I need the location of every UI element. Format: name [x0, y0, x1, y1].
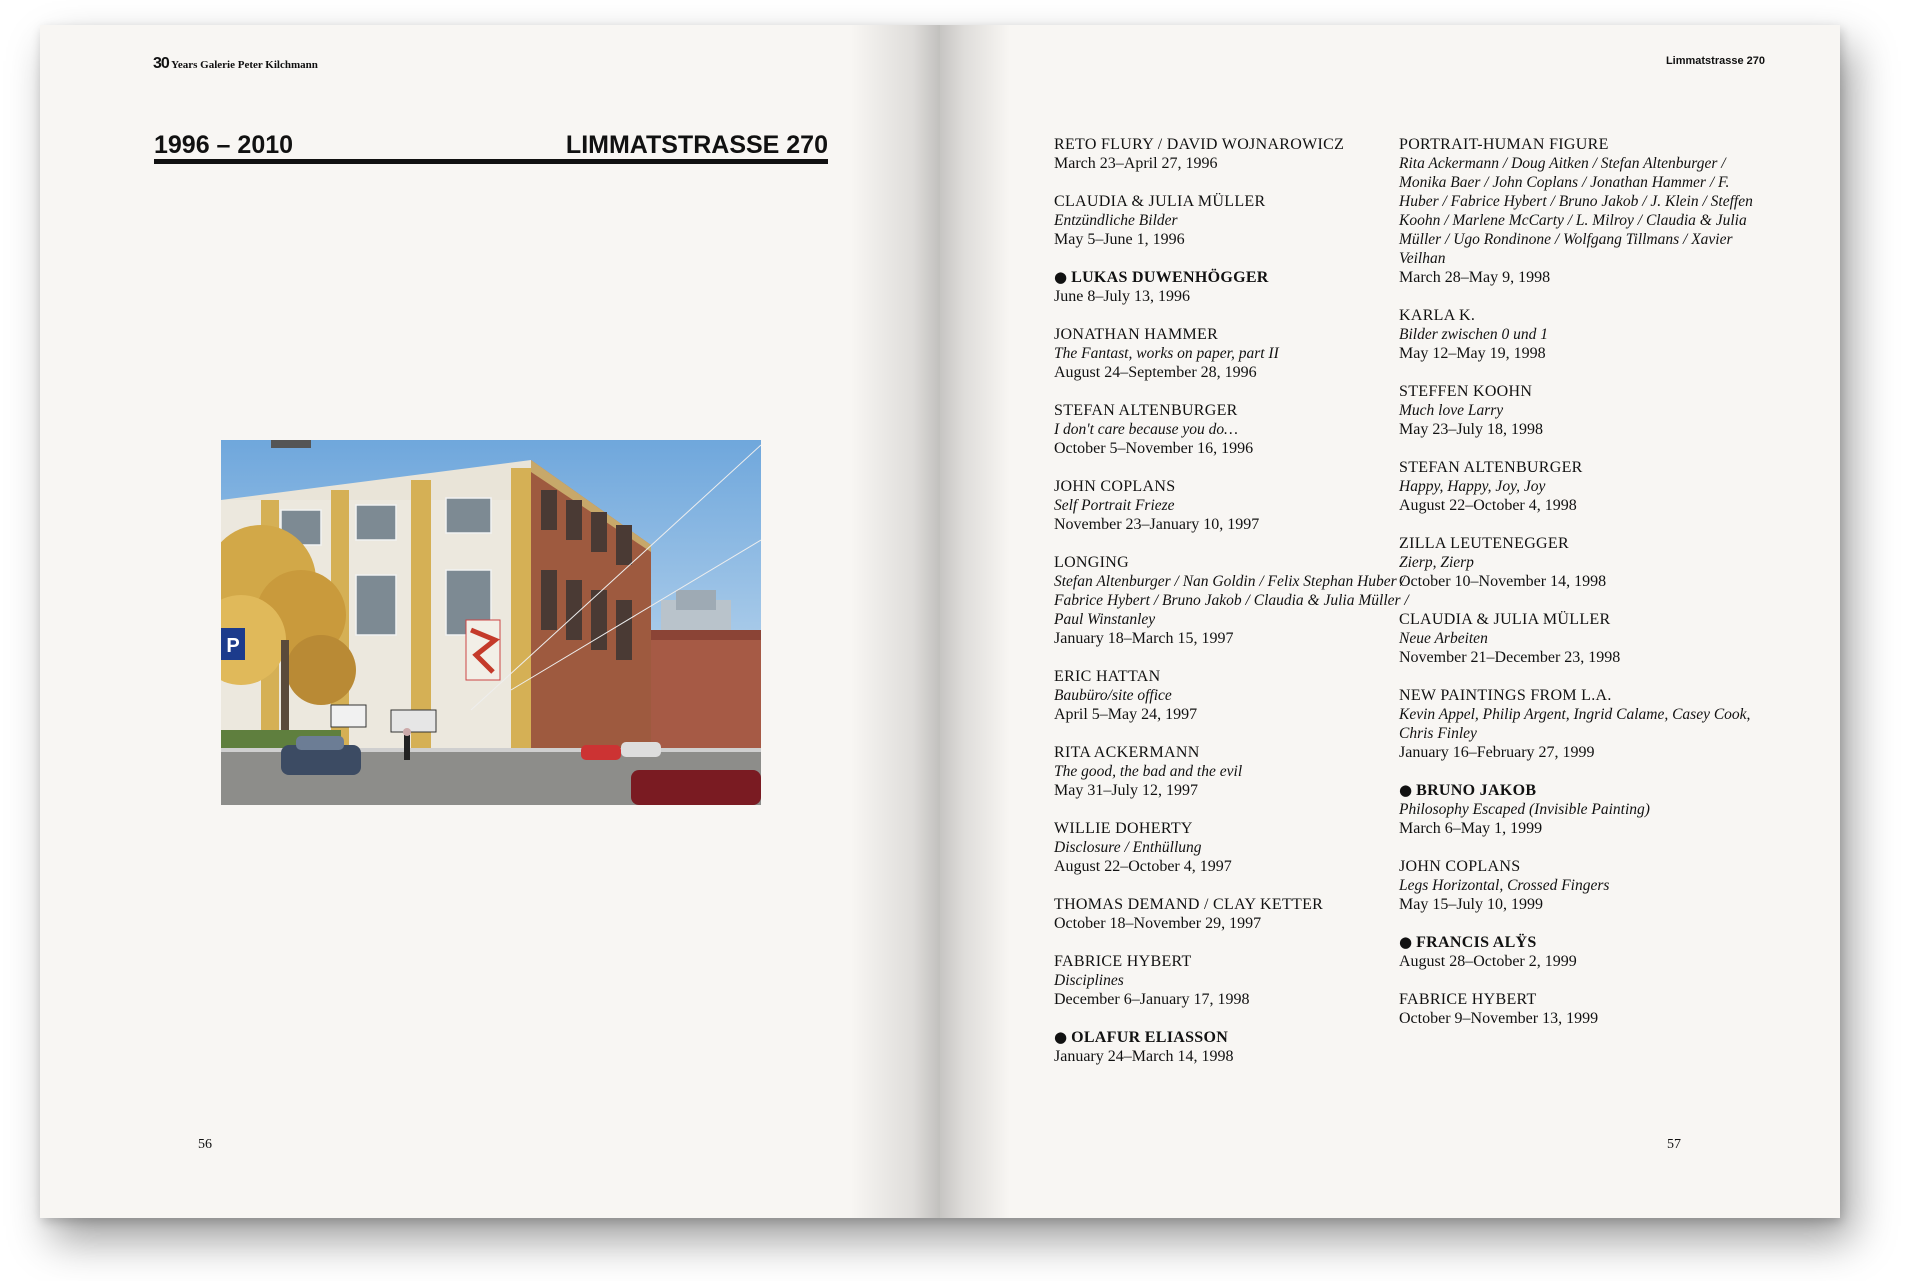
exhibition-dates: May 15–July 10, 1999 [1399, 896, 1543, 913]
exhibition-dates: October 10–November 14, 1998 [1399, 573, 1607, 590]
section-title-address: LIMMATSTRASSE 270 [565, 131, 828, 159]
gutter-shadow-right [940, 25, 1010, 1218]
exhibition-entry [1399, 610, 1754, 667]
exhibition-dates: August 22–October 4, 1997 [1054, 858, 1232, 875]
running-head-text: Years Galerie Peter Kilchmann [171, 59, 318, 71]
exhibition-dates: August 22–October 4, 1998 [1399, 497, 1577, 514]
exhibition-title: NEW PAINTINGS FROM L.A. [1399, 687, 1612, 704]
highlight-bullet-icon: ● [1054, 268, 1068, 286]
exhibition-title: WILLIE DOHERTY [1054, 820, 1193, 837]
exhibition-subtitle: Philosophy Escaped (Invisible Painting) [1399, 801, 1650, 818]
exhibition-entry [1399, 382, 1754, 439]
exhibition-column-2 [1399, 135, 1754, 1047]
exhibition-entry [1054, 268, 1409, 306]
exhibition-dates: October 18–November 29, 1997 [1054, 915, 1262, 932]
exhibition-column-1 [1054, 135, 1409, 1085]
exhibition-entry [1399, 933, 1754, 971]
exhibition-title: RITA ACKERMANN [1054, 744, 1200, 761]
exhibition-entry [1054, 952, 1409, 1009]
exhibition-entry [1054, 667, 1409, 724]
exhibition-title: THOMAS DEMAND / CLAY KETTER [1054, 896, 1324, 913]
exhibition-dates: August 28–October 2, 1999 [1399, 953, 1577, 970]
exhibition-entry [1054, 895, 1409, 933]
gallery-building-photo [221, 440, 761, 805]
exhibition-subtitle: Entzündliche Bilder [1054, 212, 1178, 229]
highlight-bullet-icon: ● [1399, 933, 1413, 951]
exhibition-subtitle: Neue Arbeiten [1399, 630, 1488, 647]
exhibition-title: ZILLA LEUTENEGGER [1399, 535, 1569, 552]
exhibition-title: STEFAN ALTENBURGER [1399, 459, 1583, 476]
exhibition-entry [1054, 1028, 1409, 1066]
exhibition-entry [1399, 534, 1754, 591]
highlight-bullet-icon: ● [1399, 781, 1413, 799]
exhibition-title: OLAFUR ELIASSON [1071, 1029, 1229, 1046]
exhibition-title: JONATHAN HAMMER [1054, 326, 1219, 343]
exhibition-subtitle: Kevin Appel, Philip Argent, Ingrid Calame, Casey Cook, Chris Finley [1399, 706, 1751, 742]
exhibition-dates: November 23–January 10, 1997 [1054, 516, 1260, 533]
running-head-right: Limmatstrasse 270 [1665, 55, 1765, 67]
exhibition-dates: May 23–July 18, 1998 [1399, 421, 1543, 438]
exhibition-title: CLAUDIA & JULIA MÜLLER [1054, 193, 1266, 210]
exhibition-dates: May 5–June 1, 1996 [1054, 231, 1185, 248]
exhibition-title: PORTRAIT-HUMAN FIGURE [1399, 136, 1609, 153]
exhibition-dates: June 8–July 13, 1996 [1054, 288, 1190, 305]
exhibition-dates: March 23–April 27, 1996 [1054, 155, 1218, 172]
running-head-left [153, 55, 318, 73]
exhibition-title: ERIC HATTAN [1054, 668, 1161, 685]
exhibition-dates: January 24–March 14, 1998 [1054, 1048, 1234, 1065]
exhibition-title: STEFFEN KOOHN [1399, 383, 1533, 400]
exhibition-subtitle: Legs Horizontal, Crossed Fingers [1399, 877, 1610, 894]
exhibition-title: RETO FLURY / DAVID WOJNAROWICZ [1054, 136, 1345, 153]
exhibition-entry [1399, 686, 1754, 762]
exhibition-entry [1054, 819, 1409, 876]
exhibition-subtitle: Much love Larry [1399, 402, 1504, 419]
exhibition-entry [1054, 325, 1409, 382]
photo-illustration [221, 440, 761, 805]
exhibition-subtitle: Baubüro/site office [1054, 687, 1172, 704]
exhibition-title: FRANCIS ALŸS [1416, 934, 1537, 951]
left-page [40, 25, 940, 1218]
section-title-years: 1996 – 2010 [154, 131, 294, 159]
exhibition-title: CLAUDIA & JULIA MÜLLER [1399, 611, 1611, 628]
exhibition-entry [1399, 135, 1754, 287]
exhibition-subtitle: Disclosure / Enthüllung [1054, 839, 1202, 856]
exhibition-entry [1399, 990, 1754, 1028]
exhibition-entry [1399, 781, 1754, 838]
right-page [940, 25, 1840, 1218]
exhibition-entry [1054, 401, 1409, 458]
page-number-right: 57 [1667, 1137, 1681, 1152]
exhibition-subtitle: Zierp, Zierp [1399, 554, 1474, 571]
exhibition-entry [1399, 857, 1754, 914]
exhibition-entry [1054, 477, 1409, 534]
exhibition-subtitle: The good, the bad and the evil [1054, 763, 1243, 780]
exhibition-entry [1399, 306, 1754, 363]
exhibition-dates: May 31–July 12, 1997 [1054, 782, 1198, 799]
exhibition-dates: August 24–September 28, 1996 [1054, 364, 1257, 381]
exhibition-title: JOHN COPLANS [1054, 478, 1176, 495]
exhibition-subtitle: Stefan Altenburger / Nan Goldin / Felix Stephan Huber / Fabrice Hybert / Bruno Jakob / Claudia & Julia Müller / Paul Winstanley [1054, 573, 1409, 628]
exhibition-entry [1054, 192, 1409, 249]
exhibition-title: FABRICE HYBERT [1399, 991, 1537, 1008]
exhibition-dates: December 6–January 17, 1998 [1054, 991, 1250, 1008]
exhibition-subtitle: I don't care because you do… [1054, 421, 1238, 438]
highlight-bullet-icon: ● [1054, 1028, 1068, 1046]
exhibition-dates: November 21–December 23, 1998 [1399, 649, 1621, 666]
exhibition-title: STEFAN ALTENBURGER [1054, 402, 1238, 419]
exhibition-title: KARLA K. [1399, 307, 1476, 324]
exhibition-title: LUKAS DUWENHÖGGER [1071, 269, 1269, 286]
exhibition-dates: October 5–November 16, 1996 [1054, 440, 1254, 457]
exhibition-subtitle: Rita Ackermann / Doug Aitken / Stefan Altenburger / Monika Baer / John Coplans / Jonathan Hammer / F. Huber / Fabrice Hybert / Bruno Jakob / J. Klein / Steffen Koohn / Marlene McCarty / L. Milroy / Claudia & Julia Müller / Ugo Rondinone / Wolfgang Tillmans / Xavier Veilhan [1399, 155, 1753, 267]
exhibition-dates: January 18–March 15, 1997 [1054, 630, 1234, 647]
exhibition-dates: January 16–February 27, 1999 [1399, 744, 1595, 761]
exhibition-title: FABRICE HYBERT [1054, 953, 1192, 970]
exhibition-title: BRUNO JAKOB [1416, 782, 1537, 799]
exhibition-dates: May 12–May 19, 1998 [1399, 345, 1546, 362]
running-head-numeral: 30 [153, 55, 169, 72]
exhibition-subtitle: Bilder zwischen 0 und 1 [1399, 326, 1548, 343]
page-number-left: 56 [198, 1137, 212, 1152]
exhibition-entry [1054, 743, 1409, 800]
exhibition-dates: March 6–May 1, 1999 [1399, 820, 1543, 837]
exhibition-dates: April 5–May 24, 1997 [1054, 706, 1198, 723]
exhibition-title: LONGING [1054, 554, 1129, 571]
parking-sign-label: P [226, 635, 240, 657]
exhibition-dates: March 28–May 9, 1998 [1399, 269, 1551, 286]
exhibition-subtitle: Disciplines [1054, 972, 1124, 989]
gutter-shadow-left [850, 25, 940, 1218]
exhibition-subtitle: The Fantast, works on paper, part II [1054, 345, 1279, 362]
exhibition-subtitle: Self Portrait Frieze [1054, 497, 1175, 514]
book-spread [40, 25, 1840, 1218]
exhibition-entry [1054, 135, 1409, 173]
exhibition-dates: October 9–November 13, 1999 [1399, 1010, 1599, 1027]
section-title [154, 133, 828, 164]
exhibition-entry [1399, 458, 1754, 515]
exhibition-entry [1054, 553, 1409, 648]
exhibition-title: JOHN COPLANS [1399, 858, 1521, 875]
exhibition-subtitle: Happy, Happy, Joy, Joy [1399, 478, 1546, 495]
